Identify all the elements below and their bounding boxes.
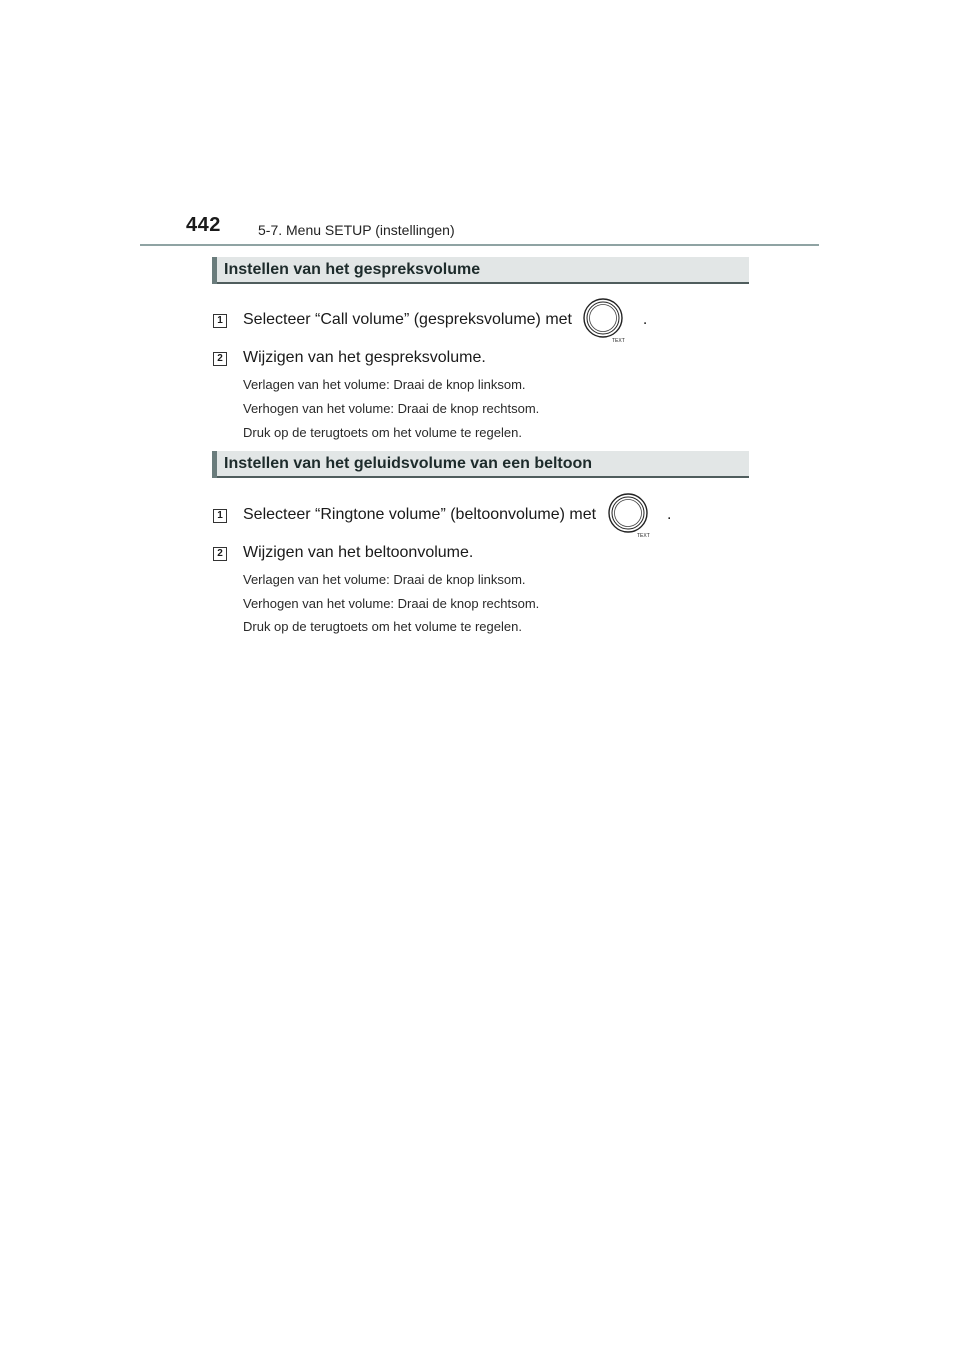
step-text-before: Selecteer “Call volume” (gespreksvolume) met (243, 311, 572, 329)
section-title: Instellen van het gespreksvolume (224, 261, 481, 278)
note-line: Verhogen van het volume: Draai de knop rechtsom. (243, 401, 540, 416)
running-head: 5-7. Menu SETUP (instellingen) (258, 222, 455, 238)
step-text (243, 311, 648, 343)
note-line: Verlagen van het volume: Draai de knop linksom. (243, 377, 526, 392)
step-text-after: . (666, 506, 672, 524)
step-badge: 2 (213, 547, 227, 561)
section-heading-call-volume (212, 257, 749, 284)
note-line: Druk op de terugtoets om het volume te regelen. (243, 619, 522, 634)
header-rule (140, 244, 819, 246)
note-line: Verlagen van het volume: Draai de knop linksom. (243, 572, 526, 587)
page-number: 442 (186, 214, 221, 236)
step-text-after: . (642, 311, 648, 329)
step-text (243, 506, 672, 538)
step-text: Wijzigen van het beltoonvolume. (243, 544, 474, 561)
note-line: Druk op de terugtoets om het volume te regelen. (243, 425, 522, 440)
step-text-before: Selecteer “Ringtone volume” (beltoonvolume) met (243, 506, 597, 524)
step-badge: 2 (213, 352, 227, 366)
step-badge: 1 (213, 509, 227, 523)
note-line: Verhogen van het volume: Draai de knop rechtsom. (243, 596, 540, 611)
step-text: Wijzigen van het gespreksvolume. (243, 349, 486, 366)
step-badge: 1 (213, 314, 227, 328)
text-knob-icon (582, 297, 628, 343)
knob-label: TEXT (612, 338, 626, 343)
section-heading-ringtone-volume (212, 451, 749, 478)
text-knob-icon (607, 492, 653, 538)
knob-label: TEXT (636, 533, 650, 538)
section-title: Instellen van het geluidsvolume van een beltoon (224, 455, 593, 472)
